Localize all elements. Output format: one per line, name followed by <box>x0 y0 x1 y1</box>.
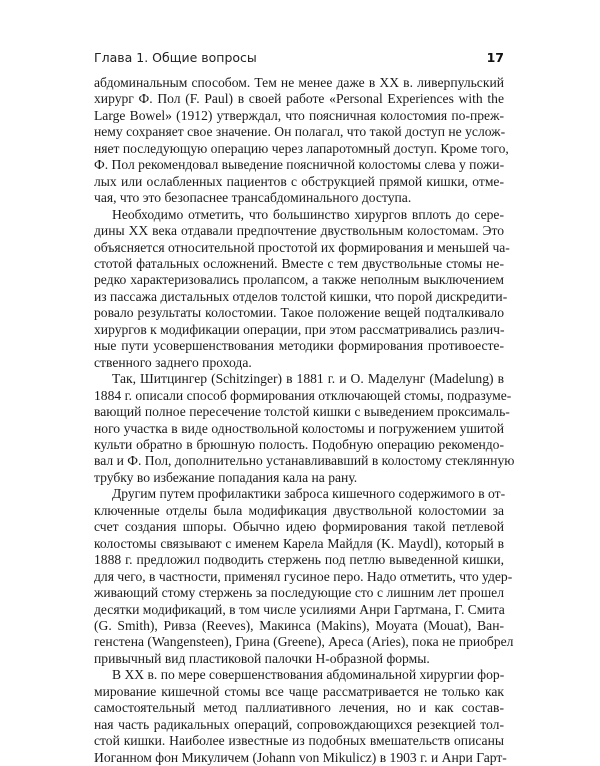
paragraph <box>94 371 515 486</box>
text-line: из пассажа дистальных отделов толстой кишки, что порой дискредити- <box>94 288 508 304</box>
text-line: В XX в. по мере совершенствования абдоминальной хирургии фор- <box>112 667 505 683</box>
paragraph <box>94 206 510 372</box>
text-line: абдоминальным способом. Тем не менее даже в XX в. ливерпульский <box>94 75 504 90</box>
text-line: чая, что это безопаснее трансабдоминального доступа. <box>94 190 412 206</box>
text-line: ственного заднего прохода. <box>94 354 252 370</box>
text-line: ные пути усовершенствования методики формирования противоесте- <box>94 338 504 354</box>
text-line: счет создания шпоры. Обычно идею формирования такой петлевой <box>94 519 504 535</box>
text-line: редко характеризовались пролапсом, а также неполным выключением <box>94 272 504 288</box>
page-number: 17 <box>486 50 504 65</box>
text-line: нему сохраняет свое значение. Он полагал, что такой доступ не услож- <box>94 124 506 140</box>
text-line: Иоганном фон Микуличем (Johann von Mikulicz) в 1903 г. и Анри Гарт- <box>94 749 507 765</box>
text-line: Необходимо отметить, что большинство хирургов вплоть до сере- <box>112 206 504 222</box>
text-line: ключенные отделы была модификация двуствольной колостомии за <box>94 502 504 518</box>
text-line: для чего, в частности, применял гусиное перо. Надо отметить, что удер- <box>94 568 513 584</box>
text-line: няет последующую операцию через лапаротомный доступ. Кроме того, <box>94 140 509 156</box>
text-line: самостоятельный метод паллиативного лечения, но и как состав- <box>94 700 504 716</box>
text-line: колостомы связывают с именем Карела Майдля (K. Maydl), который в <box>94 535 504 551</box>
text-line: вал и Ф. Пол, дополнительно устанавливавший в колостому стеклянную <box>94 453 515 469</box>
text-line: генстена (Wangensteen), Грина (Greene), Ареса (Aries), пока не приобрел <box>94 634 514 650</box>
text-line: (G. Smith), Ривза (Reeves), Макинса (Makins), Моуата (Mouat), Ван- <box>94 617 504 633</box>
text-line: Large Bowel» (1912) утверждал, что поясничная колостомия по-преж- <box>94 107 504 123</box>
text-line: ного участка в виде одноствольной колостомы и погружением ушитой <box>94 420 504 436</box>
text-line: хирург Ф. Пол (F. Paul) в своей работе «Personal Experiences with the <box>94 91 504 107</box>
text-line: Ф. Пол рекомендовал выведение поясничной колостомы слева у пожи- <box>94 157 505 173</box>
text-line: стотой фатальных осложнений. Вместе с тем двуствольные стомы не- <box>94 255 504 271</box>
text-line: объясняется относительной простотой их формирования и меньшей ча- <box>94 239 510 255</box>
text-line: вающий полное пересечение толстой кишки с выведением проксималь- <box>94 404 510 420</box>
text-line: стой кишки. Наиболее известные из подобных вмешательств описаны <box>94 733 504 749</box>
text-line: трубку во избежание попадания кала на рану. <box>94 469 358 485</box>
text-line: ровало результаты колостомии. Такое положение вещей подталкивало <box>94 305 504 321</box>
text-line: десятки модификаций, в том числе усилиями Анри Гартмана, Г. Смита <box>94 601 505 617</box>
paragraph <box>94 667 507 766</box>
paragraph <box>94 486 514 667</box>
text-line: лых или ослабленных пациентов с обструкцией прямой кишки, отме- <box>94 173 504 189</box>
text-line: живающий стому стержень за последующие сто с лишним лет прошел <box>94 585 504 601</box>
running-header <box>94 50 504 72</box>
text-line: привычный вид пластиковой палочки H-образной формы. <box>94 650 430 666</box>
text-line: дины XX века отдавали предпочтение двуствольным колостомам. Это <box>94 223 504 239</box>
text-line: 1884 г. описали способ формирования отключающей стомы, подразуме- <box>94 387 512 403</box>
paragraph <box>94 75 509 207</box>
text-line: Так, Шитцингер (Schitzinger) в 1881 г. и О. Маделунг (Madelung) в <box>112 371 504 387</box>
chapter-title: Глава 1. Общие вопросы <box>94 50 257 65</box>
text-line: Другим путем профилактики заброса кишечного содержимого в от- <box>112 486 506 502</box>
text-line: мирование кишечной стомы все чаще рассматривается не только как <box>94 683 504 699</box>
text-line: хирургов к модификации операции, при этом рассматривались различ- <box>94 321 505 337</box>
body-text <box>94 75 515 766</box>
text-line: ная часть радикальных операций, сопровождающихся резекцией тол- <box>94 716 504 732</box>
text-line: 1888 г. предложил подводить стержень под петлю выведенной кишки, <box>94 552 504 568</box>
text-line: культи обратно в брюшную полость. Подобную операцию рекомендо- <box>94 436 504 452</box>
